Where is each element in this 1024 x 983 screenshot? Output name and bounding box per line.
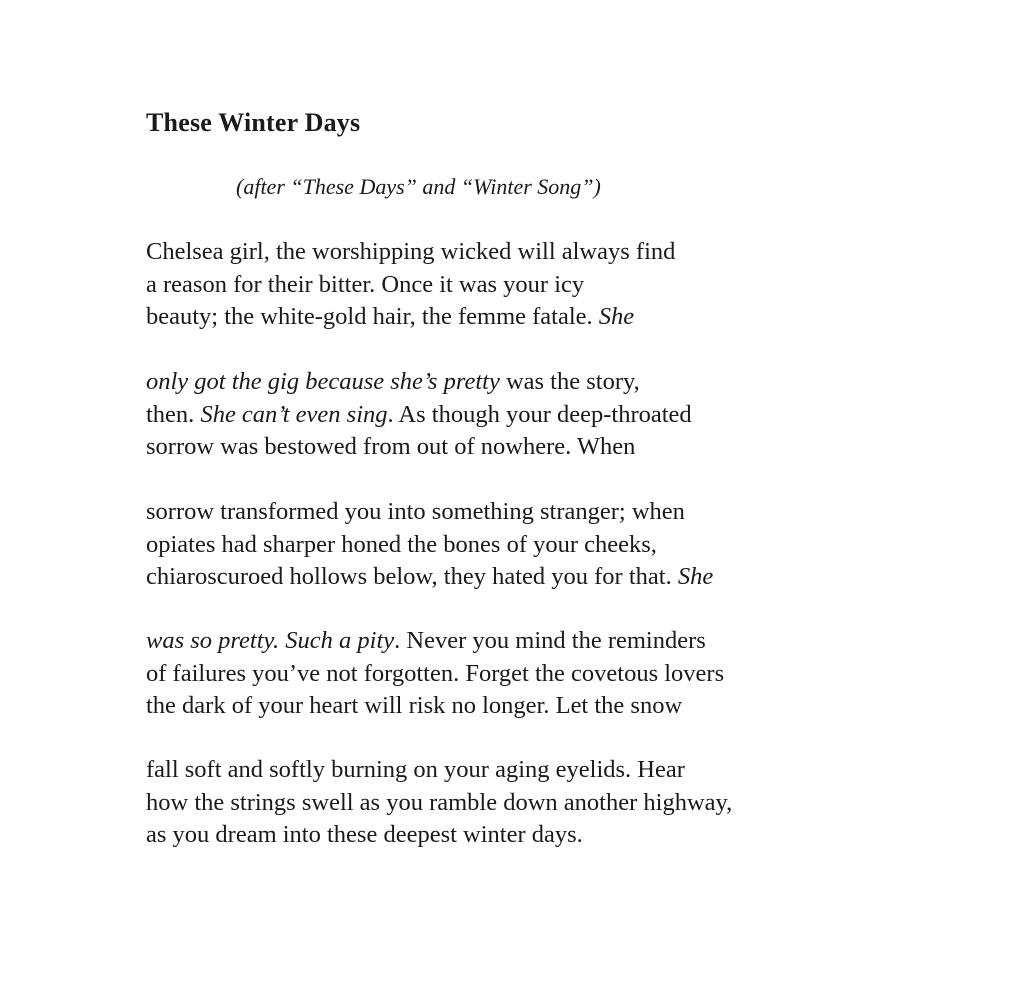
line-text: of failures you’ve not forgotten. Forget the covetous lovers — [146, 659, 725, 687]
line-italic-text: only got the gig because she’s pretty — [146, 368, 500, 395]
poem-line — [146, 819, 732, 852]
poem-line — [146, 236, 675, 269]
poem-line — [146, 529, 713, 562]
stanza-2 — [146, 366, 692, 464]
poem-line — [146, 787, 732, 820]
stanza-5 — [146, 754, 732, 852]
stanza-1 — [146, 236, 675, 334]
line-text: was the story, — [499, 368, 640, 395]
poem-title: These Winter Days — [146, 108, 361, 137]
line-text: the dark of your heart will risk no longer. Let the snow — [146, 692, 683, 719]
poem-line — [146, 269, 675, 302]
line-italic-text: She — [677, 563, 714, 590]
poem-line — [146, 754, 732, 787]
line-text: sorrow was bestowed from out of nowhere. When — [146, 433, 636, 460]
line-italic-text: She — [598, 303, 635, 330]
stanza-3 — [146, 496, 713, 594]
line-text: sorrow transformed you into something stranger; when — [146, 498, 685, 525]
poem-line — [146, 496, 713, 529]
poem-line — [146, 399, 692, 432]
poem-line — [146, 625, 724, 658]
line-text: a reason for their bitter. Once it was your icy — [146, 270, 585, 298]
poem-line — [146, 431, 692, 464]
line-text: as you dream into these deepest winter days. — [146, 821, 583, 848]
line-text: how the strings swell as you ramble down another highway, — [146, 788, 733, 816]
line-italic-text: She can’t even sing — [200, 400, 388, 428]
line-text: Chelsea girl, the worshipping wicked will always find — [146, 238, 676, 265]
poem-line — [146, 690, 724, 723]
line-text: fall soft and softly burning on your aging eyelids. Hear — [146, 756, 685, 783]
line-text: . As though your deep-throated — [387, 400, 692, 428]
poem-epigraph: (after “These Days” and “Winter Song”) — [236, 174, 601, 199]
line-text: opiates had sharper honed the bones of your cheeks, — [146, 530, 657, 558]
poem-line — [146, 366, 692, 399]
line-text: then. — [146, 400, 201, 428]
line-text: beauty; the white-gold hair, the femme fatale. — [146, 303, 599, 330]
line-text: chiaroscuroed hollows below, they hated you for that. — [146, 563, 678, 590]
poem-line — [146, 658, 724, 691]
line-text: . Never you mind the reminders — [394, 627, 706, 654]
line-italic-text: was so pretty. Such a pity — [146, 627, 395, 654]
poem-line — [146, 301, 675, 334]
poem-line — [146, 561, 713, 594]
stanza-4 — [146, 625, 724, 723]
